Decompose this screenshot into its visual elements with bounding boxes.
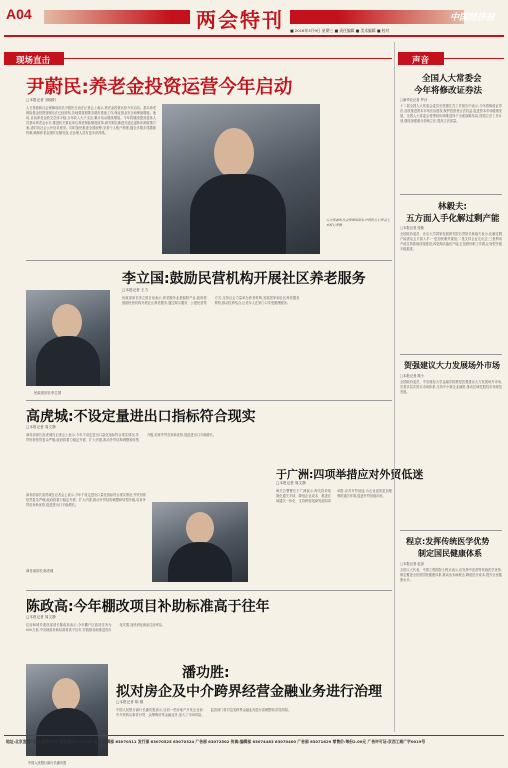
photo-caption-4: 中国人民银行副行长潘功胜 — [28, 761, 67, 765]
photo-face — [52, 304, 82, 340]
byline-2: □本报记者 王力 — [122, 288, 149, 292]
right-section-rule — [444, 58, 504, 59]
photo-caption-1: 人力资源和社会保障部部长尹蔚民在记者会上 本报记者摄 — [326, 218, 390, 227]
right-section — [398, 40, 504, 732]
section-rule — [64, 58, 392, 59]
byline-5: □本报记者 周文静 — [26, 615, 56, 619]
right-rule-2 — [400, 354, 502, 355]
right-section-label-text: 声音 — [412, 55, 430, 66]
right-rule-3 — [400, 530, 502, 531]
photo-yin-weimin — [162, 104, 320, 254]
article-he-qiang: 全国政协委员、中央财经大学金融学院教授贺强建议大力发展场外市场,完善多层次资本市场体系,支持中小微企业融资,推动区域性股权市场规范发展。 — [400, 380, 502, 394]
headline-pan-gongsheng: 潘功胜: — [182, 665, 230, 681]
section-label — [4, 52, 64, 65]
headline-pan-gongsheng-sub: 拟对房企及中介跨界经营金融业务进行治理 — [116, 684, 382, 700]
right-rule-1 — [400, 194, 502, 195]
headline-cheng-jing-sub: 制定国民健康体系 — [418, 549, 482, 558]
article-chen-zhenggao: 住房和城乡建设部部长陈政高表示,今年棚户区改造任务为600万套,中央财政补助标准将高于往年,并鼓励各地推进货币化安置,加快消化商品住房库存。 — [26, 623, 166, 632]
photo-caption-2: 民政部部长李立国 — [34, 391, 62, 395]
photo-suit — [36, 336, 100, 386]
article-lin-yifu: 全国政协委员、北京大学国家发展研究院名誉院长林毅夫表示,化解过剩产能需从五方面入手:一是加快兼并重组;二是支持企业走出去;三是利用产能支持基础设施建设;四是淘汰落后产能;五是做好职工安置,让转型升级平稳推进。 — [400, 232, 502, 251]
headline-npc: 全国人大常委会 — [422, 74, 482, 84]
banner-title: 两会特刊 — [190, 4, 290, 33]
photo-face — [52, 678, 80, 712]
byline-4: □本报记者 周文静 — [276, 481, 306, 485]
headline-li-liguo: 李立国:鼓励民营机构开展社区养老服务 — [122, 271, 366, 287]
masthead-line: ■ 2016年3月9日 星期三 ■ 责任编辑 ■ 美术编辑 ■ 校对 — [290, 28, 390, 33]
article-yu-guangzhou: 海关总署署长于广洲表示,海关将采取简化通关手续、降低企业成本、推进区域通关一体化、支持跨境电商发展四项举措,应对外贸低迷,为企业创造更加便利的通关环境,促进外贸回稳向好。 — [276, 489, 392, 503]
right-section-label — [398, 52, 444, 65]
article-li-liguo: 民政部部长李立国日前表示,养老服务业是朝阳产业,政府将鼓励民营机构开展社区养老服务,通过购买服务、公建民营等方式,支持社会力量举办养老机构,发展居家和社区养老服务网络,推动医养结合,让老年人在家门口享受便捷服务。 — [122, 296, 300, 305]
story-rule-3 — [26, 590, 392, 591]
headline-yin-weimin: 尹蔚民:养老金投资运营今年启动 — [26, 77, 293, 98]
byline-r2: □本报记者 张敏 — [400, 226, 424, 230]
headline-lin-yifu: 林毅夫: — [438, 202, 467, 212]
page-header — [0, 0, 508, 40]
article-gao-hucheng: 商务部部长高虎城在记者会上表示,今年不设定进出口量化指标符合现实情况,外贸形势依然复杂严峻,政府将着力稳定外需、扩大内需,推动外贸结构调整和转型升级,培育外贸竞争新优势,促进进出口平稳增长。 — [26, 433, 216, 442]
column-divider — [394, 42, 395, 732]
headline-lin-yifu-sub: 五方面入手化解过剩产能 — [406, 214, 500, 224]
article-gao-hucheng-cont: 商务部部长高虎城在记者会上表示,今年不设定进出口量化指标符合现实情况,外贸形势依然复杂严峻,政府将着力稳定外需、扩大内需,推动外贸结构调整和转型升级,培育外贸竞争新优势,促进进出口平稳增长。 — [26, 493, 146, 507]
page-code: A04 — [6, 6, 32, 22]
headline-yu-guangzhou: 于广洲:四项举措应对外贸低迷 — [276, 468, 424, 481]
photo-li-liguo — [26, 290, 110, 386]
headline-gao-hucheng: 高虎城:不设定量进出口指标符合现实 — [26, 409, 256, 425]
story-rule-1 — [26, 260, 392, 261]
footer-rule — [4, 735, 504, 736]
footer-line: 地址:北京宣武门西大街甲97号 邮政编码:100031 电话:编辑部 63070311 发行部 63070525 63070324 广告部 63072502 传真:编辑部 63074483 63070400 广告部 63071629 零售价:每份2.00元 广告许可证:京西工商广字0019号 — [6, 739, 426, 744]
byline-r3: □本报记者 路小 — [400, 374, 424, 378]
photo-caption-3: 商务部部长高虎城 — [26, 569, 54, 573]
byline-3: □本报记者 周文静 — [26, 425, 56, 429]
photo-face — [186, 512, 214, 544]
photo-suit — [36, 708, 98, 756]
section-label-text: 现场直击 — [16, 55, 51, 66]
headline-chen-zhenggao: 陈政高:今年棚改项目补助标准高于往年 — [26, 599, 270, 615]
headline-cheng-jing: 程京:发挥传统医学优势 — [406, 537, 490, 546]
photo-suit — [168, 542, 232, 582]
byline-r1: □新华社记者 罗沙 — [400, 98, 428, 102]
article-yin-weimin: 人力资源和社会保障部部长尹蔚民日前在记者会上表示,养老金投资运营今年启动。基本养老保险基金投资管理办法已经颁布,各地要按照要求做好准备工作,保证基金安全和保值增值。他说,目前养老金收支总体平稳,当年收入大于支出,累计结余继续增加。今年将继续提高退休人员基本养老金水平,推进机关事业单位养老保险制度改革,研究制定渐进式延迟退休年龄政策方案,适时向社会公开征求意见。同时加快推进全国统筹,完善个人账户制度,健全多缴多得激励机制,确保养老金按时足额发放,让参保人员有更多获得感。 — [26, 106, 156, 135]
article-npc: 十二届全国人大常委会委员长张德江在工作报告中表示,今年将修改证券法,加快推进资本市场法治建设,保护投资者合法权益,促进资本市场健康发展。全国人大常委会将围绕协调推进四个全面战略布局,按照立法工作计划,继续加强重点领域立法,提高立法质量。 — [400, 104, 502, 123]
headline-npc-sub: 今年将修改证券法 — [414, 86, 483, 96]
story-rule-2 — [26, 400, 392, 401]
photo-suit — [190, 174, 286, 254]
photo-face — [214, 128, 254, 178]
byline-r4: □本报记者 赵剑 — [400, 562, 424, 566]
headline-he-qiang: 贺强建议大力发展场外市场 — [404, 361, 500, 370]
header-rule — [4, 35, 504, 37]
byline-1: □本报记者 刘晓阳 — [26, 98, 56, 102]
photo-gao-hucheng — [152, 502, 248, 582]
article-pan-gongsheng: 中国人民银行副行长潘功胜表示,目前一些房地产开发企业和中介机构从事首付贷、众筹购房等金融业务,加大了市场风险,监管部门将对这类跨界金融业务进行清理整顿,防范风险。 — [116, 708, 292, 717]
byline-6: □本报记者 陈 刚 — [116, 700, 144, 704]
article-cheng-jing: 全国人大代表、中国工程院院士程京表示,应发挥中医药等传统医学优势,制定覆盖全民的国民健康体系,推动治未病理念,降低医疗成本,提升全民健康水平。 — [400, 568, 502, 582]
newspaper-logo: 中国经济报 — [450, 13, 496, 23]
